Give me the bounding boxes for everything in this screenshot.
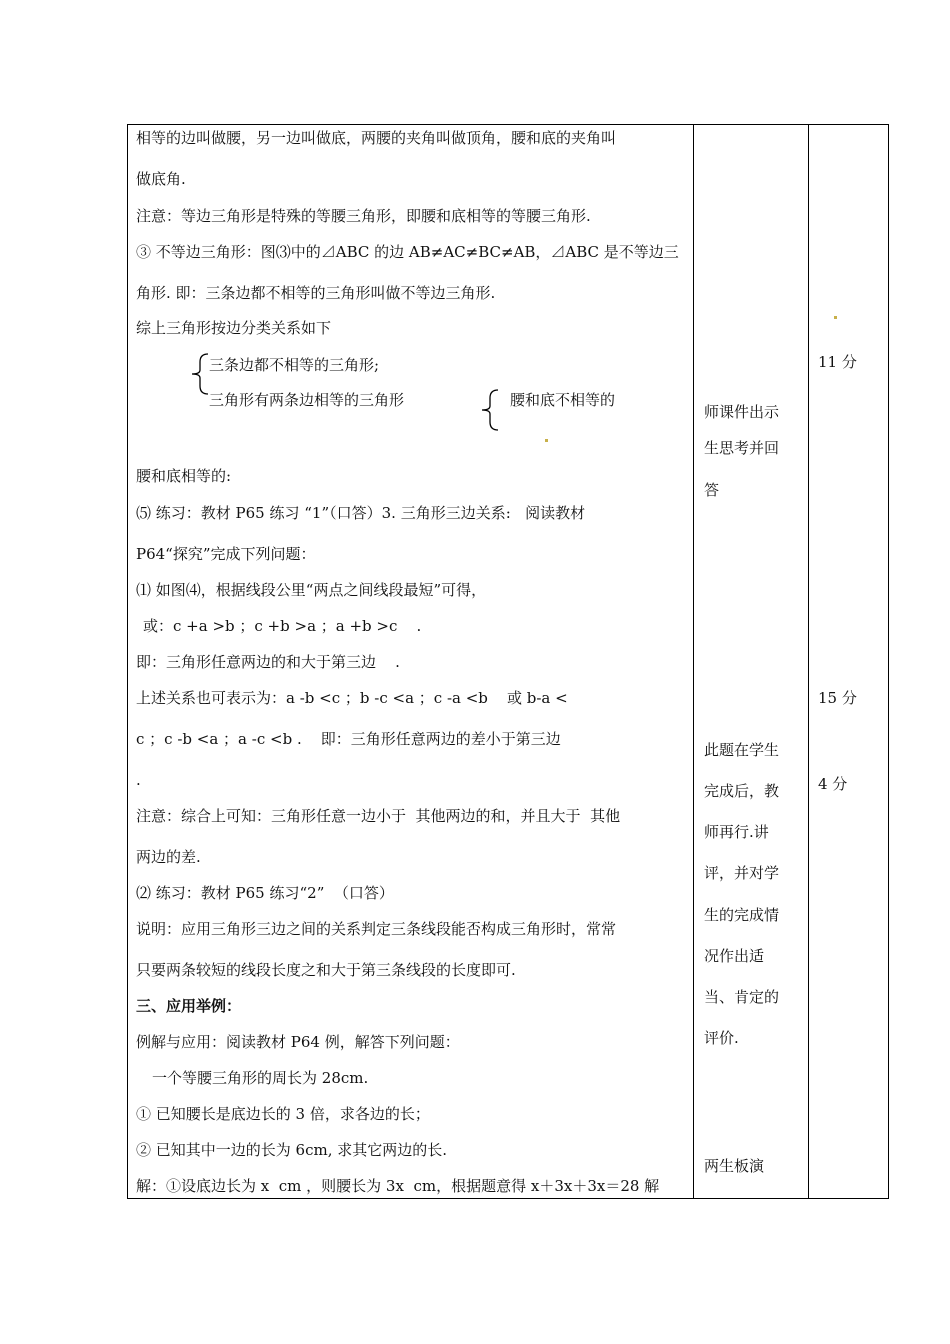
classification-item: 三条边都不相等的三角形; <box>209 356 380 374</box>
section-heading: 三、应用举例： <box>136 997 242 1015</box>
activity-line: 此题在学生 <box>704 741 780 759</box>
activity-line: 答 <box>704 481 720 499</box>
text-line: 上述关系也可表示为：a -b <c ；b -c <a ；c -a <b 或 b-a < <box>136 689 568 707</box>
text-line: 注意：综合上可知：三角形任意一边小于 其他两边的和，并且大于 其他 <box>136 807 621 825</box>
text-line: c ；c -b <a ；a -c <b . 即：三角形任意两边的差小于第三边 <box>136 730 561 748</box>
column-divider-2 <box>808 124 809 1199</box>
activity-line: 生思考并回 <box>704 439 780 457</box>
activity-line: 当、肯定的 <box>704 988 780 1006</box>
text-line: ① 已知腰长是底边长的 3 倍，求各边的长； <box>136 1105 430 1123</box>
text-line: 角形. 即：三条边都不相等的三角形叫做不等边三角形. <box>136 284 496 302</box>
text-line: 一个等腰三角形的周长为 28cm. <box>152 1069 369 1087</box>
classification-item: 腰和底不相等的 <box>510 391 616 409</box>
text-line: 做底角. <box>136 170 186 188</box>
time-allocation: 15 分 <box>818 689 857 707</box>
text-line: . <box>136 771 141 789</box>
classification-item: 三角形有两条边相等的三角形 <box>209 391 405 409</box>
activity-line: 况作出适 <box>704 947 765 965</box>
text-line: 相等的边叫做腰，另一边叫做底，两腰的夹角叫做顶角，腰和底的夹角叫 <box>136 129 617 147</box>
text-line: ② 已知其中一边的长为 6cm, 求其它两边的长. <box>136 1141 448 1159</box>
brace-left-icon <box>478 388 502 432</box>
text-line: 即：三角形任意两边的和大于第三边 . <box>136 653 400 671</box>
text-line: ⑸ 练习：教材 P65 练习 “1”（口答）3. 三角形三边关系: 阅读教材 <box>136 504 586 522</box>
text-line: P64“探究”完成下列问题： <box>136 545 316 563</box>
text-line: 综上三角形按边分类关系如下 <box>136 319 332 337</box>
text-line: 解：①设底边长为 x cm ，则腰长为 3x cm，根据题意得 x＋3x＋3x＝28 解 <box>136 1177 660 1195</box>
activity-line: 完成后，教 <box>704 782 780 800</box>
text-line: ⑴ 如图⑷，根据线段公里“两点之间线段最短”可得， <box>136 581 487 599</box>
text-line: 注意：等边三角形是特殊的等腰三角形，即腰和底相等的等腰三角形. <box>136 207 591 225</box>
activity-line: 师再行.讲 <box>704 823 769 841</box>
text-line: 两边的差. <box>136 848 201 866</box>
column-divider-1 <box>693 124 694 1199</box>
stray-mark <box>834 316 837 319</box>
activity-line: 生的完成情 <box>704 906 780 924</box>
activity-line: 评价. <box>704 1029 739 1047</box>
stray-mark <box>545 439 548 442</box>
text-line: ③ 不等边三角形：图⑶中的⊿ABC 的边 AB≠AC≠BC≠AB，⊿ABC 是不等边三 <box>136 243 679 261</box>
text-line: ⑵ 练习：教材 P65 练习“2” （口答） <box>136 884 394 902</box>
activity-line: 评，并对学 <box>704 864 780 882</box>
text-line: 只要两条较短的线段长度之和大于第三条线段的长度即可. <box>136 961 516 979</box>
text-line: 例解与应用：阅读教材 P64 例，解答下列问题： <box>136 1033 460 1051</box>
time-allocation: 11 分 <box>818 353 857 371</box>
text-line: 或：c +a >b ；c +b >a ；a +b >c . <box>143 617 422 635</box>
activity-line: 师课件出示 <box>704 403 780 421</box>
activity-line: 两生板演 <box>704 1157 765 1175</box>
text-line: 腰和底相等的: <box>136 467 232 485</box>
text-line: 说明：应用三角形三边之间的关系判定三条线段能否构成三角形时，常常 <box>136 920 617 938</box>
time-allocation: 4 分 <box>818 775 848 793</box>
